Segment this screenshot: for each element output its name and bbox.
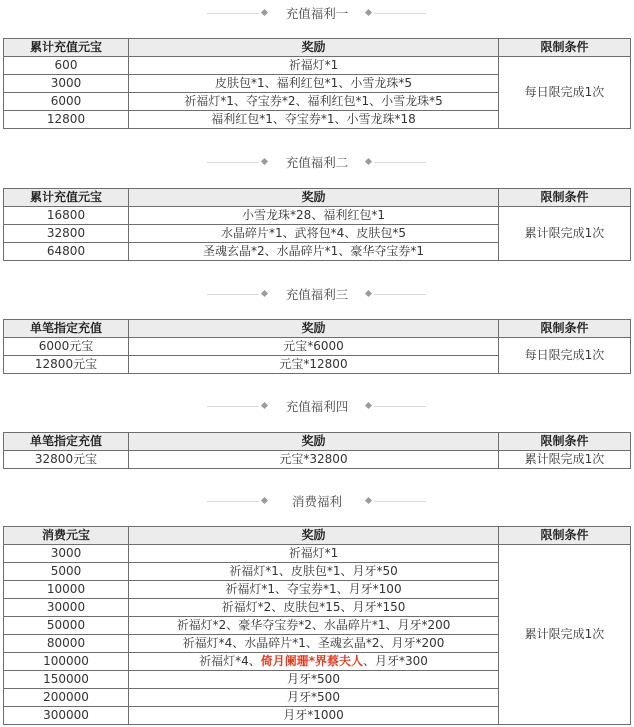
reward-cell: 元宝*12800 — [129, 356, 499, 374]
amount-cell: 100000 — [4, 653, 129, 671]
section-title-2 — [0, 151, 634, 173]
table-row — [4, 545, 631, 563]
amount-cell: 50000 — [4, 617, 129, 635]
reward-text: 、月牙*300 — [363, 654, 428, 668]
header-amount: 累计充值元宝 — [4, 39, 129, 57]
reward-cell: 祈福灯*1 — [129, 545, 499, 563]
header-limit: 限制条件 — [499, 433, 631, 451]
rewards-table-1 — [3, 38, 631, 129]
header-limit: 限制条件 — [499, 320, 631, 338]
section-title-4 — [0, 395, 634, 417]
amount-cell: 6000元宝 — [4, 338, 129, 356]
reward-cell: 祈福灯*2、皮肤包*15、月牙*150 — [129, 599, 499, 617]
table-row — [4, 57, 631, 75]
header-row — [4, 433, 631, 451]
limit-cell: 每日限完成1次 — [499, 338, 631, 374]
section-title-text: 充值福利一 — [285, 6, 349, 21]
reward-cell: 月牙*500 — [129, 671, 499, 689]
header-amount: 消费元宝 — [4, 527, 129, 545]
reward-cell: 月牙*1000 — [129, 707, 499, 725]
consumption-table — [3, 526, 631, 725]
amount-cell: 6000 — [4, 93, 129, 111]
limit-cell: 累计限完成1次 — [499, 545, 631, 725]
section-title-3 — [0, 283, 634, 305]
amount-cell: 3000 — [4, 75, 129, 93]
amount-cell: 200000 — [4, 689, 129, 707]
highlighted-reward: 倚月阑珊*界蔡夫人 — [260, 654, 363, 668]
header-reward: 奖励 — [129, 320, 499, 338]
amount-cell: 12800元宝 — [4, 356, 129, 374]
reward-cell: 圣魂玄晶*2、水晶碎片*1、豪华夺宝券*1 — [129, 243, 499, 261]
limit-cell: 累计限完成1次 — [499, 451, 631, 469]
table-row — [4, 207, 631, 225]
reward-cell: 水晶碎片*1、武将包*4、皮肤包*5 — [129, 225, 499, 243]
limit-cell: 累计限完成1次 — [499, 207, 631, 261]
section-title-text: 消费福利 — [291, 494, 342, 509]
section-title-text: 充值福利三 — [285, 287, 349, 302]
header-limit: 限制条件 — [499, 527, 631, 545]
header-reward: 奖励 — [129, 189, 499, 207]
divider-line — [374, 162, 426, 163]
amount-cell: 300000 — [4, 707, 129, 725]
reward-cell: 元宝*32800 — [129, 451, 499, 469]
table-row — [4, 451, 631, 469]
header-amount: 单笔指定充值 — [4, 320, 129, 338]
header-amount: 累计充值元宝 — [4, 189, 129, 207]
amount-cell: 5000 — [4, 563, 129, 581]
reward-text: 祈福灯*4、 — [199, 654, 261, 668]
reward-cell: 月牙*500 — [129, 689, 499, 707]
amount-cell: 10000 — [4, 581, 129, 599]
header-row — [4, 527, 631, 545]
amount-cell: 30000 — [4, 599, 129, 617]
header-limit: 限制条件 — [499, 189, 631, 207]
header-reward: 奖励 — [129, 527, 499, 545]
rewards-table-3 — [3, 319, 631, 374]
divider-line — [374, 406, 426, 407]
rewards-table-4 — [3, 432, 631, 469]
amount-cell: 80000 — [4, 635, 129, 653]
section-title-text: 充值福利四 — [285, 399, 349, 414]
amount-cell: 12800 — [4, 111, 129, 129]
amount-cell: 32800元宝 — [4, 451, 129, 469]
reward-cell: 祈福灯*1 — [129, 57, 499, 75]
divider-line — [374, 294, 426, 295]
amount-cell: 150000 — [4, 671, 129, 689]
reward-cell: 祈福灯*1、夺宝券*1、月牙*100 — [129, 581, 499, 599]
reward-cell: 祈福灯*1、皮肤包*1、月牙*50 — [129, 563, 499, 581]
section-title-5 — [0, 490, 634, 512]
divider-line — [374, 13, 426, 14]
amount-cell: 3000 — [4, 545, 129, 563]
reward-cell: 皮肤包*1、福利红包*1、小雪龙珠*5 — [129, 75, 499, 93]
section-title-text: 充值福利二 — [285, 155, 349, 170]
header-amount: 单笔指定充值 — [4, 433, 129, 451]
reward-cell: 小雪龙珠*28、福利红包*1 — [129, 207, 499, 225]
header-reward: 奖励 — [129, 39, 499, 57]
reward-cell — [129, 653, 499, 671]
limit-cell: 每日限完成1次 — [499, 57, 631, 129]
reward-cell: 福利红包*1、夺宝券*1、小雪龙珠*18 — [129, 111, 499, 129]
amount-cell: 32800 — [4, 225, 129, 243]
reward-cell: 祈福灯*2、豪华夺宝券*2、水晶碎片*1、月牙*200 — [129, 617, 499, 635]
section-title-1 — [0, 2, 634, 24]
header-row — [4, 39, 631, 57]
amount-cell: 600 — [4, 57, 129, 75]
reward-cell: 元宝*6000 — [129, 338, 499, 356]
reward-cell: 祈福灯*1、夺宝券*2、福利红包*1、小雪龙珠*5 — [129, 93, 499, 111]
amount-cell: 64800 — [4, 243, 129, 261]
reward-cell: 祈福灯*4、水晶碎片*1、圣魂玄晶*2、月牙*200 — [129, 635, 499, 653]
header-reward: 奖励 — [129, 433, 499, 451]
table-row — [4, 338, 631, 356]
header-limit: 限制条件 — [499, 39, 631, 57]
amount-cell: 16800 — [4, 207, 129, 225]
header-row — [4, 320, 631, 338]
divider-line — [374, 501, 426, 502]
rewards-table-2 — [3, 188, 631, 261]
header-row — [4, 189, 631, 207]
